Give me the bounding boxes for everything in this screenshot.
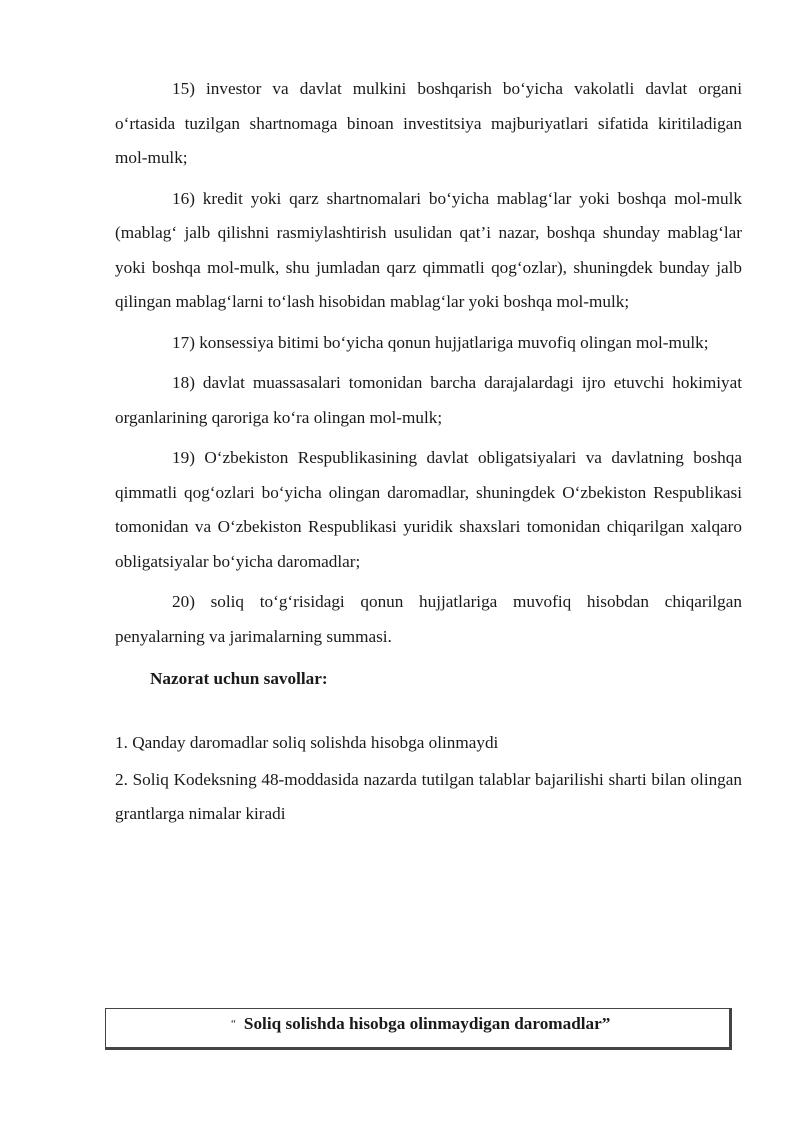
box-title-text: Soliq solishda hisobga olinmaydigan daromadlar” [243,1014,611,1033]
paragraph-item-17: 17) konsessiya bitimi bo‘yicha qonun hujjatlariga muvofiq olingan mol-mulk; [172,332,709,352]
paragraph-item-16: 16) kredit yoki qarz shartnomalari bo‘yicha mablag‘lar yoki boshqa mol-mulk (mablag‘ jalb qilishni rasmiylashtirish usulidan qat’i nazar, boshqa shunday mablag‘lar yoki boshqa mol-mulk, shu jumladan qarz qimmatli qog‘ozlar), shuningdek bunday jalb qilingan mablag‘larni to‘lash hisobidan mablag‘lar yoki boshqa mol-mulk; [115,188,742,311]
paragraph-item-19: 19) O‘zbekiston Respublikasining davlat obligatsiyalari va davlatning boshqa qimmatli qog‘ozlari bo‘yicha olingan daromadlar, shuningdek O‘zbekiston Respublikasi tomonidan va O‘zbekiston Respublikasi yuridik shaxslari tomonidan chiqarilgan xalqaro obligatsiyalar bo‘yicha daromadlar; [115,448,742,571]
paragraph-item-18: 18) davlat muassasalari tomonidan barcha darajalardagi ijro etuvchi hokimiyat organlarining qaroriga ko‘ra olingan mol-mulk; [115,373,742,427]
question-item-2: 2. Soliq Kodeksning 48-moddasida nazarda tutilgan talablar bajarilishi sharti bilan olingan grantlarga nimalar kiradi [115,769,742,823]
box-title [231,1013,610,1035]
question-item-1: 1. Qanday daromadlar soliq solishda hisobga olinmaydi [115,733,499,752]
open-quote: “ [231,1018,236,1030]
document-body [115,72,742,834]
paragraph-item-20: 20) soliq to‘g‘risidagi qonun hujjatlariga muvofiq hisobdan chiqarilgan penyalarning va jarimalarning summasi. [115,592,742,646]
paragraph-item-15: 15) investor va davlat mulkini boshqarish bo‘yicha vakolatli davlat organi o‘rtasida tuzilgan shartnomaga binoan investitsiya majburiyatlari sifatida kiritiladigan mol-mulk; [115,79,742,167]
title-box [105,1008,732,1050]
section-heading: Nazorat uchun savollar: [150,669,328,688]
